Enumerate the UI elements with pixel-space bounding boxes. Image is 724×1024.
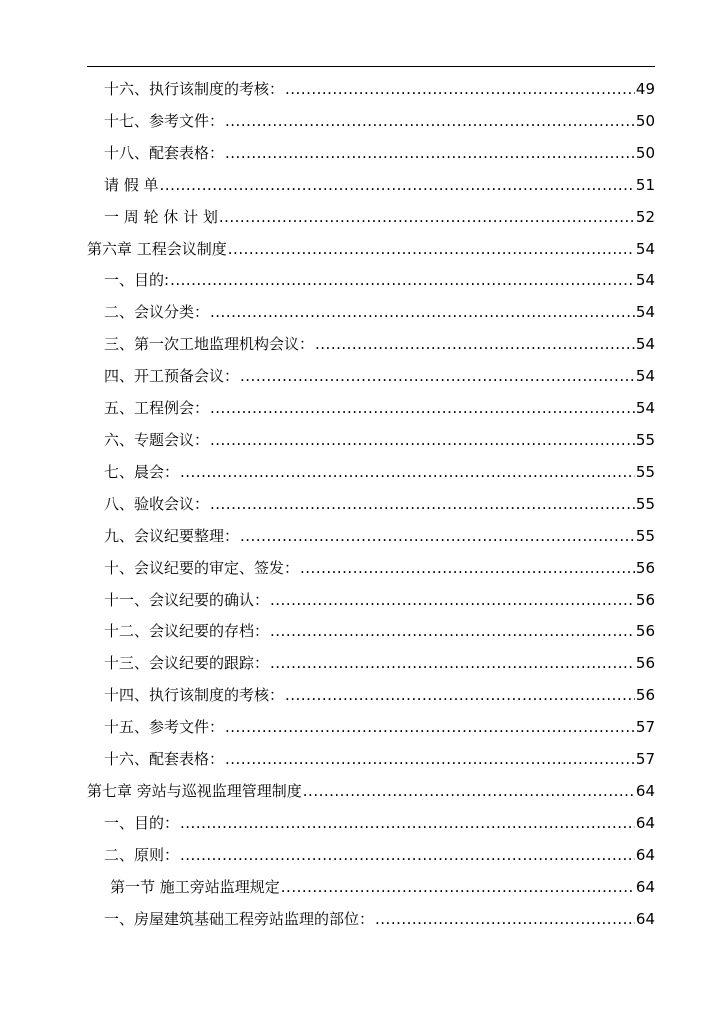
toc-entry-title: 十二、会议纪要的存档： xyxy=(104,622,270,641)
toc-entry-title: 十一、会议纪要的确认： xyxy=(104,590,270,609)
toc-entry-page: 54 xyxy=(635,303,655,322)
toc-entry-page: 56 xyxy=(635,686,655,705)
toc-entry-title: 十三、会议纪要的跟踪： xyxy=(104,654,270,673)
toc-entry-page: 64 xyxy=(635,813,655,832)
dot-leader xyxy=(180,840,635,872)
dot-leader xyxy=(180,457,635,489)
toc-section-entry[interactable] xyxy=(87,872,655,904)
dot-leader xyxy=(240,361,635,393)
dot-leader xyxy=(270,585,635,617)
toc-entry[interactable] xyxy=(87,425,655,457)
toc-entry-page: 56 xyxy=(635,558,655,577)
toc-entry[interactable] xyxy=(87,808,655,840)
toc-entry[interactable] xyxy=(87,170,655,202)
dot-leader xyxy=(225,744,635,776)
toc-entry-title: 一、目的: xyxy=(104,271,170,290)
toc-entry-title: 二、会议分类： xyxy=(104,303,210,322)
toc-entry-page: 64 xyxy=(635,909,655,928)
toc-entry-page: 49 xyxy=(635,80,655,98)
toc-entry-title: 五、工程例会： xyxy=(104,399,210,418)
toc-entry-title: 十七、参考文件： xyxy=(104,111,225,130)
toc-entry-page: 54 xyxy=(635,239,655,258)
toc-entry[interactable] xyxy=(87,265,655,297)
toc-entry-page: 51 xyxy=(635,175,655,194)
toc-entry-page: 55 xyxy=(635,462,655,481)
toc-entry-page: 55 xyxy=(635,430,655,449)
toc-entry-title: 请 假 单 xyxy=(104,175,159,194)
dot-leader xyxy=(225,138,635,170)
toc-entry-page: 54 xyxy=(635,335,655,354)
dot-leader xyxy=(170,265,635,297)
dot-leader xyxy=(270,616,635,648)
toc-entry-page: 64 xyxy=(635,781,655,800)
toc-entry[interactable] xyxy=(87,138,655,170)
toc-entry-page: 56 xyxy=(635,654,655,673)
toc-entry[interactable] xyxy=(87,648,655,680)
toc-entry-title: 六、专题会议： xyxy=(104,430,210,449)
dot-leader xyxy=(225,106,635,138)
toc-entry[interactable] xyxy=(87,840,655,872)
toc-entry-page: 55 xyxy=(635,494,655,513)
toc-entry[interactable] xyxy=(87,74,655,106)
toc-entry-title: 第一节 施工旁站监理规定 xyxy=(110,877,280,896)
header-rule xyxy=(87,66,655,67)
toc-entry-page: 50 xyxy=(635,143,655,162)
toc-entry-title: 十六、执行该制度的考核： xyxy=(104,80,285,98)
toc-entry[interactable] xyxy=(87,393,655,425)
dot-leader xyxy=(270,648,635,680)
dot-leader xyxy=(210,393,635,425)
toc-entry-page: 57 xyxy=(635,718,655,737)
toc-entry-page: 54 xyxy=(635,399,655,418)
dot-leader xyxy=(210,489,635,521)
toc-entry-title: 十四、执行该制度的考核： xyxy=(104,686,285,705)
toc-entry-title: 二、原则： xyxy=(104,845,180,864)
dot-leader xyxy=(315,329,635,361)
dot-leader xyxy=(160,170,635,202)
toc-entry-page: 50 xyxy=(635,111,655,130)
toc-entry[interactable] xyxy=(87,553,655,585)
table-of-contents xyxy=(87,74,655,935)
dot-leader xyxy=(303,776,635,808)
toc-entry-title: 八、验收会议： xyxy=(104,494,210,513)
toc-entry-title: 一、目的： xyxy=(104,813,180,832)
toc-entry-title: 七、晨会： xyxy=(104,462,180,481)
toc-entry-title: 十六、配套表格： xyxy=(104,750,225,769)
toc-entry[interactable] xyxy=(87,680,655,712)
toc-entry-page: 55 xyxy=(635,526,655,545)
dot-leader xyxy=(219,202,635,234)
toc-entry[interactable] xyxy=(87,361,655,393)
toc-entry[interactable] xyxy=(87,904,655,936)
toc-chapter-entry[interactable] xyxy=(87,776,655,808)
dot-leader xyxy=(375,904,635,936)
toc-entry[interactable] xyxy=(87,297,655,329)
toc-entry-title: 三、第一次工地监理机构会议： xyxy=(104,335,315,354)
toc-entry-page: 64 xyxy=(635,877,655,896)
dot-leader xyxy=(285,74,635,106)
toc-chapter-entry[interactable] xyxy=(87,234,655,266)
toc-entry[interactable] xyxy=(87,329,655,361)
dot-leader xyxy=(210,297,635,329)
dot-leader xyxy=(285,680,635,712)
dot-leader xyxy=(210,425,635,457)
toc-entry-page: 54 xyxy=(635,367,655,386)
toc-entry[interactable] xyxy=(87,457,655,489)
toc-entry-page: 64 xyxy=(635,845,655,864)
toc-entry[interactable] xyxy=(87,202,655,234)
toc-entry-title: 九、会议纪要整理： xyxy=(104,526,240,545)
toc-entry-page: 56 xyxy=(635,590,655,609)
toc-entry[interactable] xyxy=(87,521,655,553)
toc-entry-page: 54 xyxy=(635,271,655,290)
dot-leader xyxy=(225,712,635,744)
toc-entry[interactable] xyxy=(87,489,655,521)
toc-entry-title: 第六章 工程会议制度 xyxy=(87,239,227,258)
toc-entry-page: 56 xyxy=(635,622,655,641)
toc-entry-page: 57 xyxy=(635,750,655,769)
toc-entry[interactable] xyxy=(87,106,655,138)
dot-leader xyxy=(281,872,635,904)
toc-entry-title: 十五、参考文件： xyxy=(104,718,225,737)
toc-entry-page: 52 xyxy=(635,207,655,226)
toc-entry-title: 四、开工预备会议： xyxy=(104,367,240,386)
toc-entry-title: 十八、配套表格： xyxy=(104,143,225,162)
dot-leader xyxy=(240,521,635,553)
toc-entry-title: 第七章 旁站与巡视监理管理制度 xyxy=(87,781,302,800)
toc-entry[interactable] xyxy=(87,616,655,648)
toc-entry-title: 一、房屋建筑基础工程旁站监理的部位： xyxy=(104,909,375,928)
toc-entry[interactable] xyxy=(87,712,655,744)
dot-leader xyxy=(300,553,635,585)
toc-entry[interactable] xyxy=(87,585,655,617)
toc-entry-title: 十、会议纪要的审定、签发： xyxy=(104,558,300,577)
dot-leader xyxy=(180,808,635,840)
toc-entry-title: 一 周 轮 休 计 划 xyxy=(104,207,218,226)
dot-leader xyxy=(228,234,635,266)
toc-entry[interactable] xyxy=(87,744,655,776)
